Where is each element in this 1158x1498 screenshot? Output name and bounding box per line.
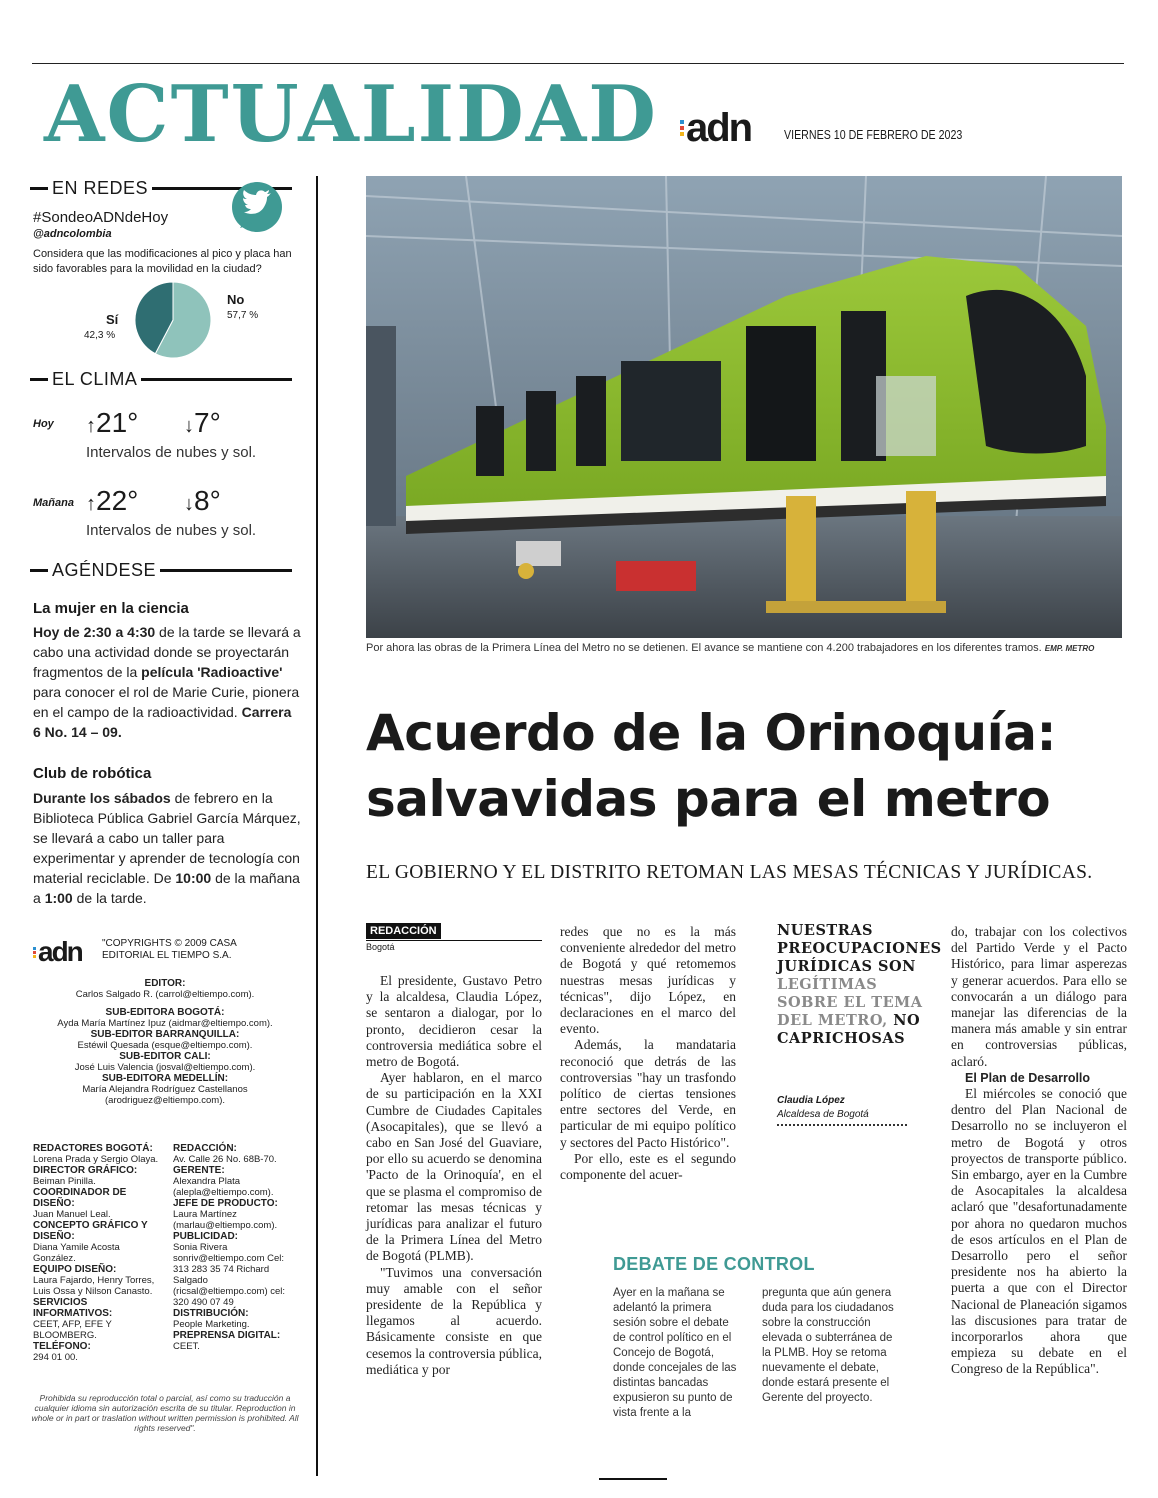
headline: Acuerdo de la Orinoquía: salvavidas para el metro (366, 704, 1056, 828)
staff-left: REDACTORES BOGOTÁ: Lorena Prada y Sergio Olaya. DIRECTOR GRÁFICO: Beiman Pinilla. COORDINADOR DE DISEÑO: Juan Manuel Leal. CONCEPTO GRÁFICO Y DISEÑO: Diana Yamile Acosta González. EQUIPO DISEÑO: Laura Fajardo, Henry Torres, Luis Ossa y Nilson Canasto. SERVICIOS INFORMATIVOS: CEET, AFP, EFE Y BLOOMBERG. TELÉFONO: 294 01 00. (33, 1143, 159, 1363)
hashtag: #SondeoADNdeHoy (33, 209, 169, 226)
subheadline: EL GOBIERNO Y EL DISTRITO RETOMAN LAS MESAS TÉCNICAS Y JURÍDICAS. (366, 862, 1093, 883)
arrow-up-icon: ↑ (86, 493, 96, 515)
event-body: Hoy de 2:30 a 4:30 de la tarde se llevará a cabo una actividad donde se proyectarán fragmentos de la película 'Radioactive' para conocer el rol de Marie Curie, pionera en el campo de la radioactividad. Carrera 6 No. 14 – 09. (33, 624, 301, 740)
logo-dots-icon (33, 947, 36, 958)
poll-yes-label: Sí (106, 312, 119, 327)
section-title: ACTUALIDAD (44, 69, 658, 160)
temp-max-today: ↑21° (86, 407, 139, 438)
poll-question: Considera que las modificaciones al pico y placa han sido favorables para la movilidad en la ciudad? (33, 248, 292, 275)
article-column-1: El presidente, Gustavo Petro y la alcaldesa, Claudia López, se sentaron a dialogar, por lo pronto, decidieron cesar la controversia mediática sobre el metro de Bogotá. Ayer hablaron, en el marco de su participación en la XXI Cumbre de Ciudades Capitales (Asocapitales), que se llevó a cabo en San José del Guaviare, por ello su acuerdo se denomina 'Pacto de la Orinoquía', en el que se plasma el compromiso de retomar las mesas técnicas y jurídicas para analizar el futuro de la Primera Línea del Metro de Bogotá (PLMB). "Tuvimos una conversación muy amable con el señor presidente de la República y llegamos al acuerdo. Básicamente consiste en que cesemos la controversia pública, mediática y por (366, 973, 542, 1377)
quote-role: Alcaldesa de Bogotá (777, 1109, 869, 1120)
poll-no-label: No (227, 292, 245, 307)
temp-min-today: ↓7° (184, 407, 221, 438)
logo-text: adn (686, 106, 752, 150)
subsection-heading: El Plan de Desarrollo (965, 1070, 1091, 1085)
legal-notice: Prohibida su reproducción total o parcial, así como su traducción a cualquier idioma sin autorización escrita de su titular. Reproduction in whole or in part or traslation without written permission is prohibited. All rights reserved". (31, 1393, 299, 1433)
byline-rule (366, 940, 542, 941)
poll-yes-value: 42,3 % (84, 330, 116, 341)
sidebar-rule (599, 1478, 667, 1480)
section-label-agendese: AGÉNDESE (30, 559, 292, 581)
event-title: Club de robótica (33, 765, 152, 782)
quote-author: Claudia López (777, 1095, 845, 1106)
pull-quote: NUESTRAS PREOCUPACIONES JURÍDICAS SON LEGÍTIMAS SOBRE EL TEMA DEL METRO, NO CAPRICHOSAS (777, 922, 942, 1047)
weather-desc-today: Intervalos de nubes y sol. (86, 444, 257, 461)
poll-no-value: 57,7 % (227, 310, 259, 321)
issue-date: VIERNES 10 DE FEBRERO DE 2023 (784, 127, 963, 142)
top-rule (32, 63, 1124, 64)
section-label-redes: EN REDES (30, 177, 292, 199)
photo-credit: EMP. METRO (1044, 644, 1095, 653)
column-divider (316, 176, 318, 1476)
event-body: Durante los sábados de febrero en la Biblioteca Pública Gabriel García Márquez, se llevará a cabo un taller para experimentar y aprender de tecnología con material reciclable. De 10:00 de la mañana a 1:00 de la tarde. (33, 790, 301, 906)
byline: REDACCIÓN (366, 923, 441, 939)
temp-max-tomorrow: ↑22° (86, 485, 139, 516)
weather-day-today: Hoy (33, 418, 54, 430)
twitter-handle: @adncolombia (33, 228, 112, 240)
weather-day-tomorrow: Mañana (33, 497, 74, 509)
arrow-down-icon: ↓ (184, 493, 194, 515)
weather-desc-tomorrow: Intervalos de nubes y sol. (86, 522, 257, 539)
adn-logo (680, 108, 751, 148)
article-column-2: redes que no es la más conveniente alrededor del metro de Bogotá y qué retomemos nuestras mesas jurídicas y técnicas", dijo López, en declaraciones en el marco del evento. Además, la mandataria reconoció que detrás de las controversias "hay un trasfondo político de ciertas tensiones entre sectores del Verde, en particular de mi equipo político y sectores del Pacto Histórico". Por ello, este es el segundo componente del acuer- (560, 924, 736, 1183)
arrow-down-icon: ↓ (184, 415, 194, 437)
article-column-4: do, trabajar con los colectivos del Partido Verde y el Pacto Histórico, para limar asperezas y generar acuerdos. Para ello se convocarán a un diálogo para manejar las diferencias de la manera más amable y sin entrar en controversias públicas, aclaró. El Plan de Desarrollo El miércoles se conoció que dentro del Plan Nacional de Desarrollo no se incluyeron el metro de Bogotá y otros proyectos de transporte público. Sin embargo, ayer en la Cumbre de Asocapitales la alcaldesa aclaró que "desafortunadamente por ahora no quedaron muchos de esos artículos en el Plan de Desarrollo pero el señor presidente nos ha abierto la puerta a que con el Director Nacional de Planeación sigamos las discusiones para tratar de incorporarlos ahora que empieza su debate en el Congreso de la República". (951, 924, 1127, 1377)
arrow-up-icon: ↑ (86, 415, 96, 437)
copyright: "COPYRIGHTS © 2009 CASA EDITORIAL EL TIEMPO S.A. (102, 938, 237, 961)
credits-editors: EDITOR: Carlos Salgado R. (carrol@eltiempo.com). SUB-EDITORA BOGOTÁ: Ayda María Martínez Ipuz (aidmar@eltiempo.com). SUB-EDITOR BARRANQUILLA: Estéwil Quesada (esque@eltiempo.com). SUB-EDITOR CALI: José Luis Valencia (josval@eltiempo.com). SUB-EDITORA MEDELLÍN: María Alejandra Rodríguez Castellanos (arodriguez@eltiempo.com). (57, 978, 273, 1106)
adn-logo-small: adn (33, 938, 82, 966)
quote-divider (777, 1124, 907, 1126)
metro-train-photo (366, 176, 1122, 638)
sidebar-text-2: pregunta que aún genera duda para los ciudadanos sobre la construcción elevada o subterránea de la PLMB. Hoy se retoma nuevamente el debate, donde estará presente el Gerente del proyecto. (762, 1287, 894, 1404)
poll-pie-chart (133, 280, 213, 360)
sidebar-title: DEBATE DE CONTROL (613, 1254, 815, 1274)
event-title: La mujer en la ciencia (33, 600, 189, 617)
temp-min-tomorrow: ↓8° (184, 485, 221, 516)
twitter-bird-icon (230, 180, 288, 238)
logo-dots-icon (680, 120, 684, 136)
staff-right: REDACCIÓN: Av. Calle 26 No. 68B-70. GERENTE: Alexandra Plata (alepla@eltiempo.com). JEFE DE PRODUCTO: Laura Martínez (marlau@eltiempo.com). PUBLICIDAD: Sonia Rivera sonriv@eltiempo.com Cel: 313 283 35 74 Richard Salgado (ricsal@eltiempo.com) cel: 320 490 07 49 DISTRIBUCIÓN: People Marketing. PREPRENSA DIGITAL: CEET. (173, 1143, 286, 1352)
photo-caption: Por ahora las obras de la Primera Línea del Metro no se detienen. El avance se mantiene con 4.200 trabajadores en los diferentes tramos. EMP. METRO (366, 642, 1095, 654)
sidebar-text-1: Ayer en la mañana se adelantó la primera sesión sobre el debate de control político en el Concejo de Bogotá, donde concejales de las distintas bancadas expusieron su punto de vista frente a la (613, 1287, 737, 1419)
dateline: Bogotá (366, 942, 395, 952)
section-label-clima: EL CLIMA (30, 368, 292, 390)
